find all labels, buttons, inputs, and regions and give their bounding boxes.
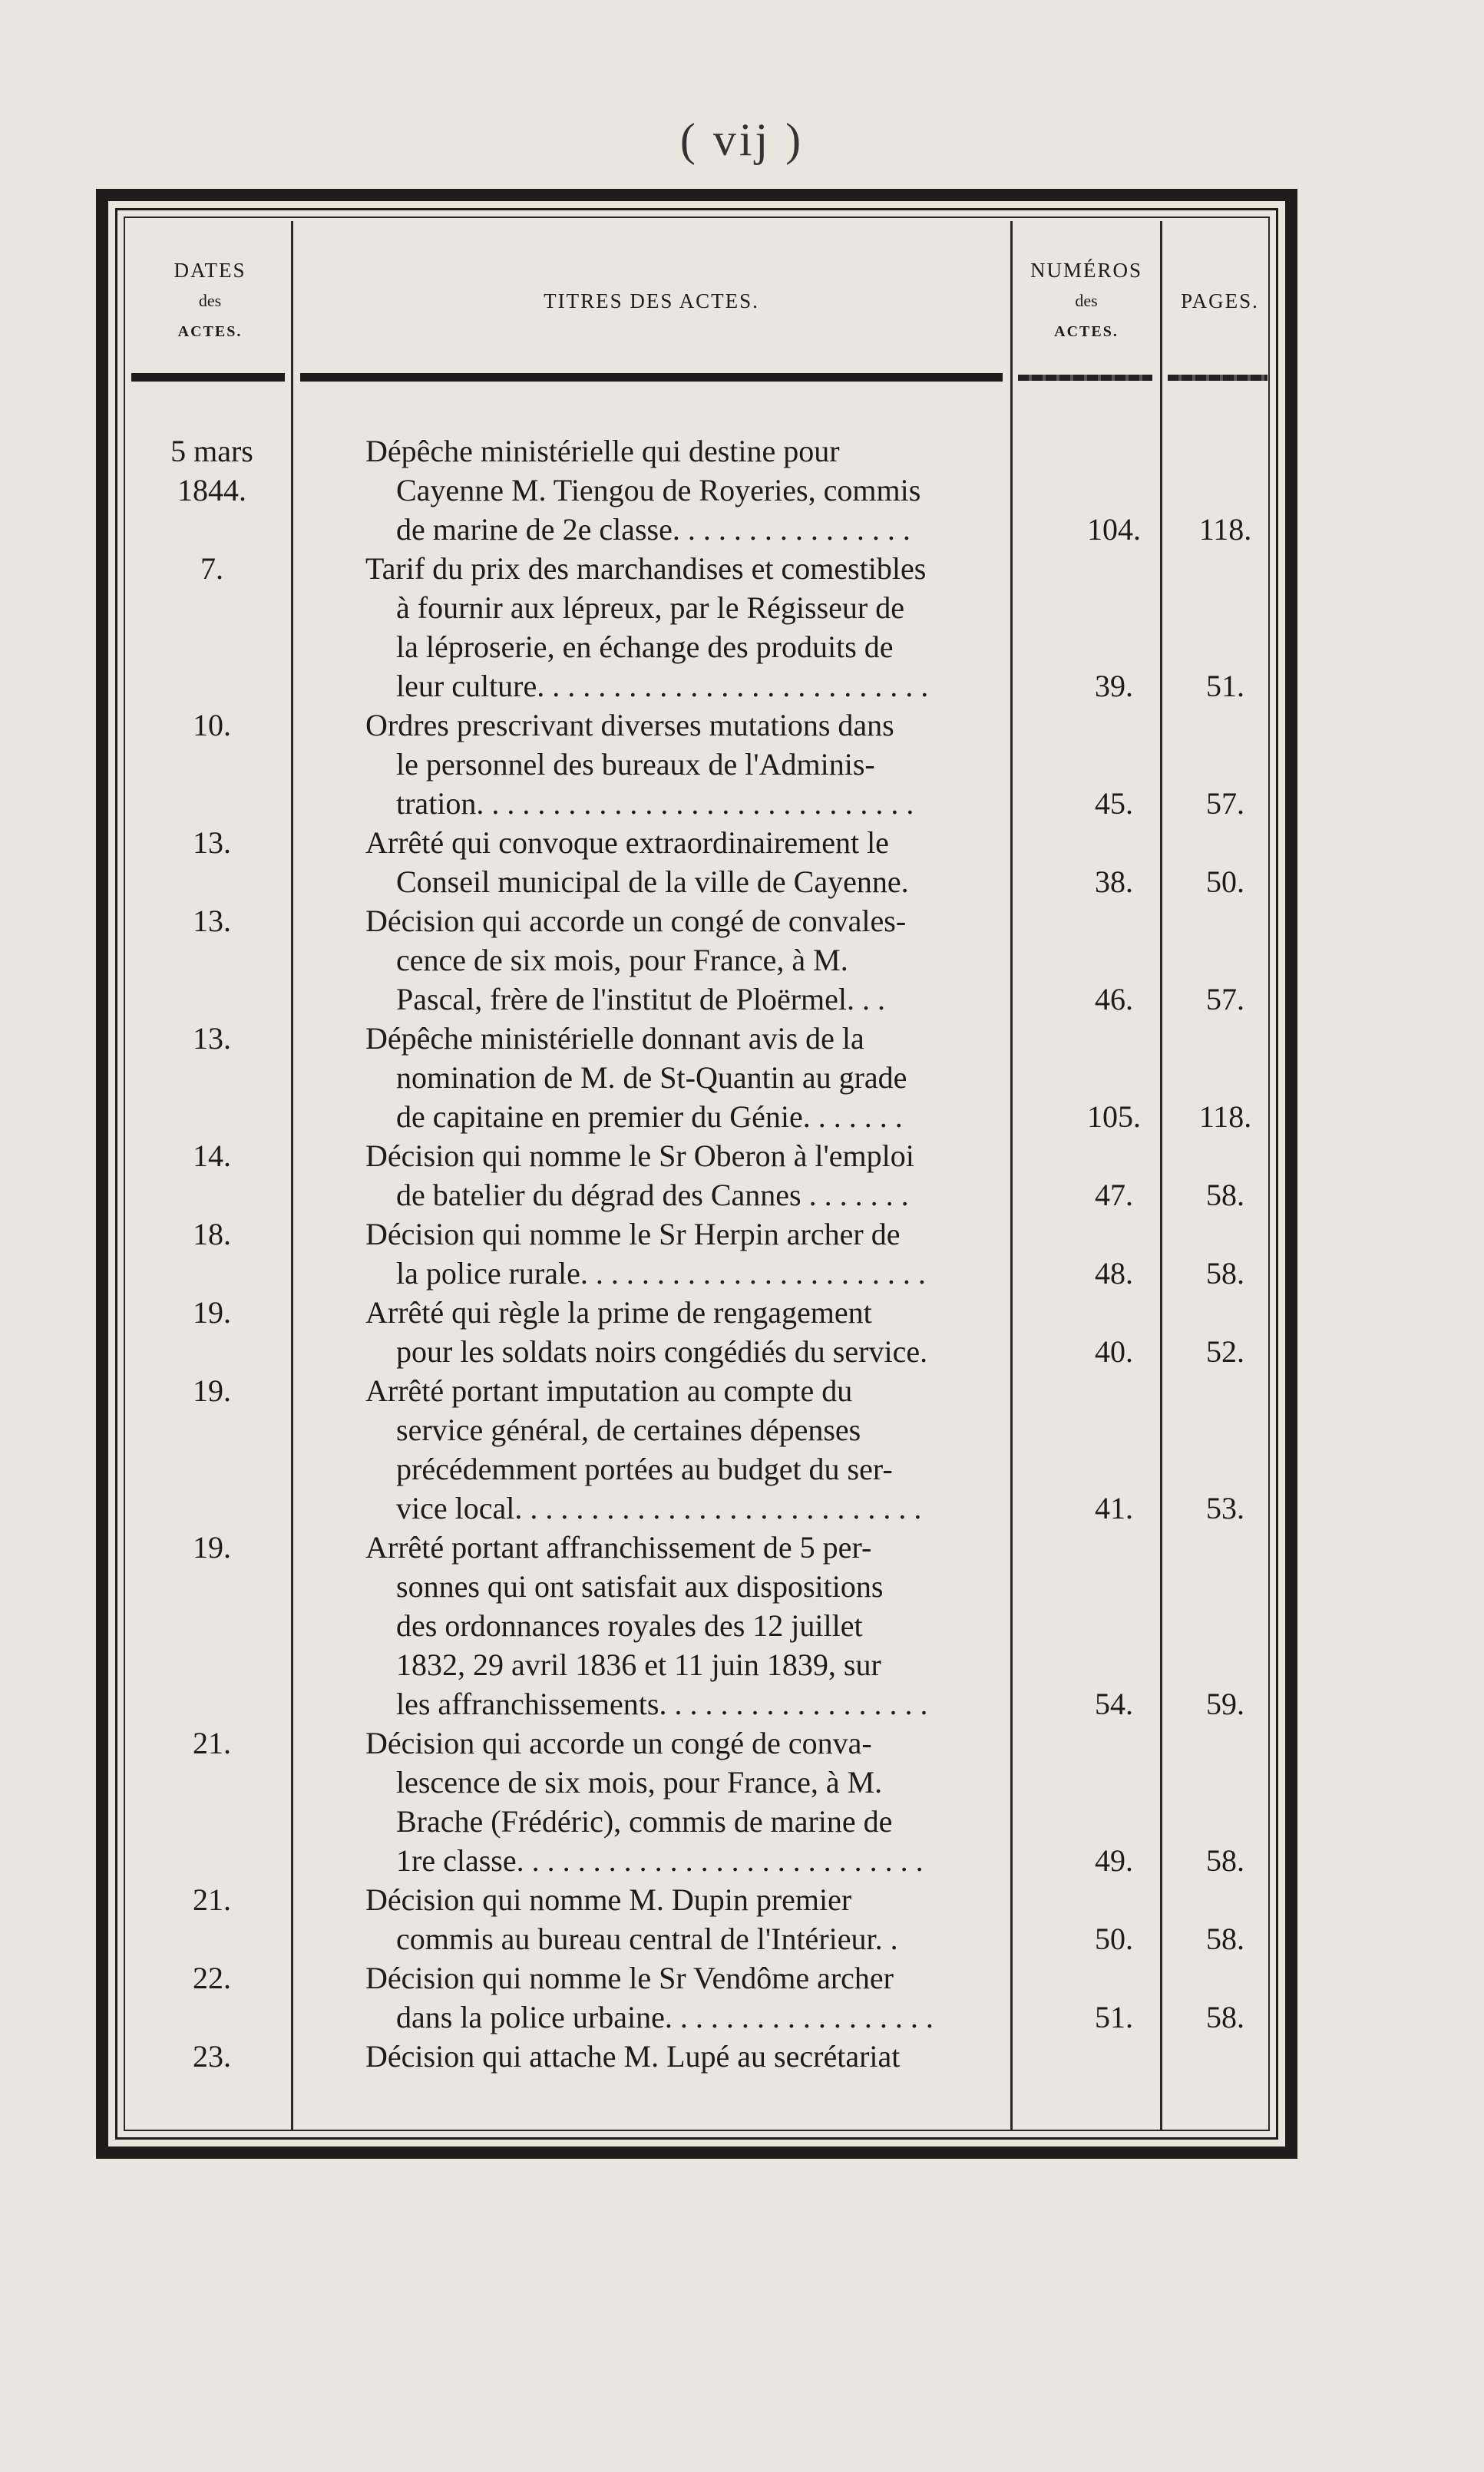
- entry-title-line: vice local. . . . . . . . . . . . . . . . . . . . . . . . . . .: [396, 1491, 922, 1525]
- entry-date: [108, 1019, 316, 1058]
- entry-title: [365, 1880, 1060, 1958]
- entry-title-line: leur culture. . . . . . . . . . . . . . . . . . . . . . . . . .: [396, 669, 929, 703]
- entry-title: [365, 1019, 1060, 1136]
- entry-title: [365, 1958, 1060, 2037]
- entry-page: 58.: [1206, 1843, 1244, 1878]
- entry-page: 57.: [1206, 982, 1244, 1016]
- entry-title: [365, 823, 1060, 901]
- entry-title-line: le personnel des bureaux de l'Adminis-: [396, 747, 875, 782]
- entry-date: [108, 1136, 316, 1175]
- entry-title-line: Dépêche ministérielle donnant avis de la: [365, 1021, 864, 1056]
- table-row: [12, 431, 1285, 549]
- entry-numero: 38.: [1095, 864, 1133, 899]
- entry-date-line: 13.: [193, 904, 231, 938]
- header-numeros-line3: ACTES.: [1054, 323, 1119, 340]
- header-rule-titres: [300, 373, 1003, 382]
- entry-date: [108, 1215, 316, 1254]
- entry-title-line: lescence de six mois, pour France, à M.: [396, 1765, 883, 1799]
- entry-date: [108, 1880, 316, 1919]
- entry-title-line: sonnes qui ont satisfait aux dispositions: [396, 1569, 884, 1604]
- entry-numero: 54.: [1095, 1687, 1133, 1721]
- page-number: ( vij ): [679, 114, 805, 165]
- table-row: [12, 1958, 1285, 2037]
- entry-title: [365, 1136, 1060, 1215]
- entry-title-line: de marine de 2e classe. . . . . . . . . . . . . . . .: [396, 512, 911, 547]
- entry-title: [365, 2037, 1060, 2076]
- entry-numero: 46.: [1095, 982, 1133, 1016]
- header-rule-pages: [1168, 375, 1268, 381]
- entry-date: [108, 1371, 316, 1410]
- entry-numero: 48.: [1095, 1256, 1133, 1291]
- entry-title-line: nomination de M. de St-Quantin au grade: [396, 1060, 907, 1095]
- entry-title: [365, 901, 1060, 1019]
- entry-date-line: 19.: [193, 1295, 231, 1330]
- entry-date: [108, 2037, 316, 2076]
- entry-title-line: Décision qui attache M. Lupé au secrétariat: [365, 2039, 901, 2074]
- entry-page: 51.: [1206, 669, 1244, 703]
- entry-title-line: dans la police urbaine. . . . . . . . . . . . . . . . . .: [396, 2000, 934, 2034]
- table-row: [12, 1136, 1285, 1215]
- table-row: [12, 2037, 1285, 2076]
- entry-title-line: Décision qui nomme le Sr Vendôme archer: [365, 1961, 894, 1995]
- entry-date-line: 19.: [193, 1373, 231, 1408]
- entry-title-line: Dépêche ministérielle qui destine pour: [365, 434, 840, 468]
- entry-title-line: Tarif du prix des marchandises et comestibles: [365, 551, 927, 586]
- entry-title: [365, 1723, 1060, 1880]
- entry-date: [108, 1293, 316, 1332]
- entry-title: [365, 1293, 1060, 1371]
- entry-title-line: Brache (Frédéric), commis de marine de: [396, 1804, 893, 1839]
- entry-numero: 40.: [1095, 1334, 1133, 1369]
- entry-numero: 41.: [1095, 1491, 1133, 1525]
- entry-numero: 47.: [1095, 1178, 1133, 1212]
- entry-page: 58.: [1206, 2000, 1244, 2034]
- entry-numero: 105.: [1087, 1099, 1141, 1134]
- entry-date-line: 19.: [193, 1530, 231, 1565]
- entry-page: 50.: [1206, 864, 1244, 899]
- entry-date: [108, 1723, 316, 1763]
- entry-title: [365, 431, 1060, 549]
- entry-date-line: 5 mars: [170, 434, 253, 468]
- table-row: [12, 549, 1285, 706]
- entry-title-line: précédemment portées au budget du ser-: [396, 1452, 893, 1486]
- entry-title-line: la léproserie, en échange des produits de: [396, 630, 894, 664]
- entry-title: [365, 549, 1060, 706]
- table-frame: [96, 189, 1297, 2159]
- entry-date-line: 13.: [193, 1021, 231, 1056]
- header-rule-dates: [131, 373, 285, 382]
- entry-title-line: 1re classe. . . . . . . . . . . . . . . . . . . . . . . . . . .: [396, 1843, 924, 1878]
- header-numeros-line1: NUMÉROS: [1030, 259, 1143, 282]
- entry-page: 118.: [1198, 1099, 1252, 1134]
- entry-title-line: Décision qui nomme M. Dupin premier: [365, 1882, 852, 1917]
- table-row: [12, 1723, 1285, 1880]
- entry-date-line: 22.: [193, 1961, 231, 1995]
- entry-date-line: 21.: [193, 1882, 231, 1917]
- entry-title-line: Ordres prescrivant diverses mutations dans: [365, 708, 894, 742]
- entry-date: [108, 823, 316, 862]
- entry-numero: 39.: [1095, 669, 1133, 703]
- entry-numero: 49.: [1095, 1843, 1133, 1878]
- table-row: [12, 901, 1285, 1019]
- header-titres: TITRES DES ACTES.: [544, 289, 759, 312]
- table-row: [12, 1880, 1285, 1958]
- table-header: [108, 255, 1285, 347]
- table-row: [12, 1019, 1285, 1136]
- entry-title-line: tration. . . . . . . . . . . . . . . . . . . . . . . . . . . . .: [396, 786, 914, 821]
- entry-title-line: de batelier du dégrad des Cannes . . . . . . .: [396, 1178, 909, 1212]
- entry-page: 118.: [1198, 512, 1252, 547]
- entry-title-line: Arrêté portant affranchissement de 5 per-: [365, 1530, 872, 1565]
- entry-date-line: 14.: [193, 1139, 231, 1173]
- entry-numero: 50.: [1095, 1922, 1133, 1956]
- header-dates-line3: ACTES.: [177, 323, 243, 340]
- entry-numero: 51.: [1095, 2000, 1133, 2034]
- entries-list: [108, 431, 1285, 2076]
- table-row: [12, 1215, 1285, 1293]
- entry-title-line: Pascal, frère de l'institut de Ploërmel. . .: [396, 982, 886, 1016]
- entry-title: [365, 706, 1060, 823]
- entry-title-line: commis au bureau central de l'Intérieur. .: [396, 1922, 898, 1956]
- entry-page: 59.: [1206, 1687, 1244, 1721]
- header-numeros: [1013, 255, 1160, 347]
- entry-title-line: de capitaine en premier du Génie. . . . . . .: [396, 1099, 903, 1134]
- entry-title-line: Cayenne M. Tiengou de Royeries, commis: [396, 473, 921, 507]
- header-dates-line2: des: [198, 291, 222, 310]
- entry-date: [108, 706, 316, 745]
- entry-title-line: à fournir aux lépreux, par le Régisseur de: [396, 590, 904, 625]
- entry-date-line: 23.: [193, 2039, 231, 2074]
- entry-date: [108, 901, 316, 940]
- entry-title-line: 1832, 29 avril 1836 et 11 juin 1839, sur: [396, 1647, 881, 1682]
- entry-title-line: Décision qui nomme le Sr Herpin archer de: [365, 1217, 901, 1251]
- entry-numero: 45.: [1095, 786, 1133, 821]
- entry-title: [365, 1528, 1060, 1723]
- header-numeros-line2: des: [1075, 291, 1098, 310]
- entry-title-line: les affranchissements. . . . . . . . . . . . . . . . . .: [396, 1687, 928, 1721]
- entry-title-line: Arrêté qui règle la prime de rengagement: [365, 1295, 872, 1330]
- entry-title-line: service général, de certaines dépenses: [396, 1413, 861, 1447]
- entry-date-line: 10.: [193, 708, 231, 742]
- entry-title-line: pour les soldats noirs congédiés du service.: [396, 1334, 928, 1369]
- entry-date-line: 1844.: [177, 473, 246, 507]
- table-row: [12, 1528, 1285, 1723]
- entry-title-line: des ordonnances royales des 12 juillet: [396, 1608, 863, 1643]
- entry-title-line: cence de six mois, pour France, à M.: [396, 943, 848, 977]
- header-pages: PAGES.: [1181, 289, 1259, 312]
- entry-title-line: Décision qui nomme le Sr Oberon à l'emploi: [365, 1139, 914, 1173]
- entry-date: [108, 549, 316, 588]
- entry-title: [365, 1215, 1060, 1293]
- entry-date-line: 13.: [193, 825, 231, 860]
- entry-title-line: Arrêté portant imputation au compte du: [365, 1373, 853, 1408]
- entry-date-line: 7.: [200, 551, 223, 586]
- entry-date: [108, 431, 316, 510]
- table-row: [12, 1293, 1285, 1371]
- entry-date-line: 18.: [193, 1217, 231, 1251]
- entry-date: [108, 1958, 316, 1998]
- entry-page: 57.: [1206, 786, 1244, 821]
- table-row: [12, 823, 1285, 901]
- entry-title-line: Conseil municipal de la ville de Cayenne.: [396, 864, 909, 899]
- entry-date-line: 21.: [193, 1726, 231, 1760]
- entry-title-line: Décision qui accorde un congé de conva-: [365, 1726, 872, 1760]
- table-row: [12, 1371, 1285, 1528]
- entry-page: 52.: [1206, 1334, 1244, 1369]
- entry-title-line: la police rurale. . . . . . . . . . . . . . . . . . . . . . .: [396, 1256, 926, 1291]
- entry-title-line: Arrêté qui convoque extraordinairement le: [365, 825, 889, 860]
- table-row: [12, 706, 1285, 823]
- entry-title: [365, 1371, 1060, 1528]
- header-dates: [131, 255, 289, 347]
- entry-page: 58.: [1206, 1256, 1244, 1291]
- entry-date: [108, 1528, 316, 1567]
- entry-numero: 104.: [1087, 512, 1141, 547]
- header-rule-numeros: [1018, 375, 1152, 381]
- entry-page: 53.: [1206, 1491, 1244, 1525]
- header-dates-line1: DATES: [174, 259, 246, 282]
- entry-page: 58.: [1206, 1922, 1244, 1956]
- entry-title-line: Décision qui accorde un congé de convales-: [365, 904, 907, 938]
- entry-page: 58.: [1206, 1178, 1244, 1212]
